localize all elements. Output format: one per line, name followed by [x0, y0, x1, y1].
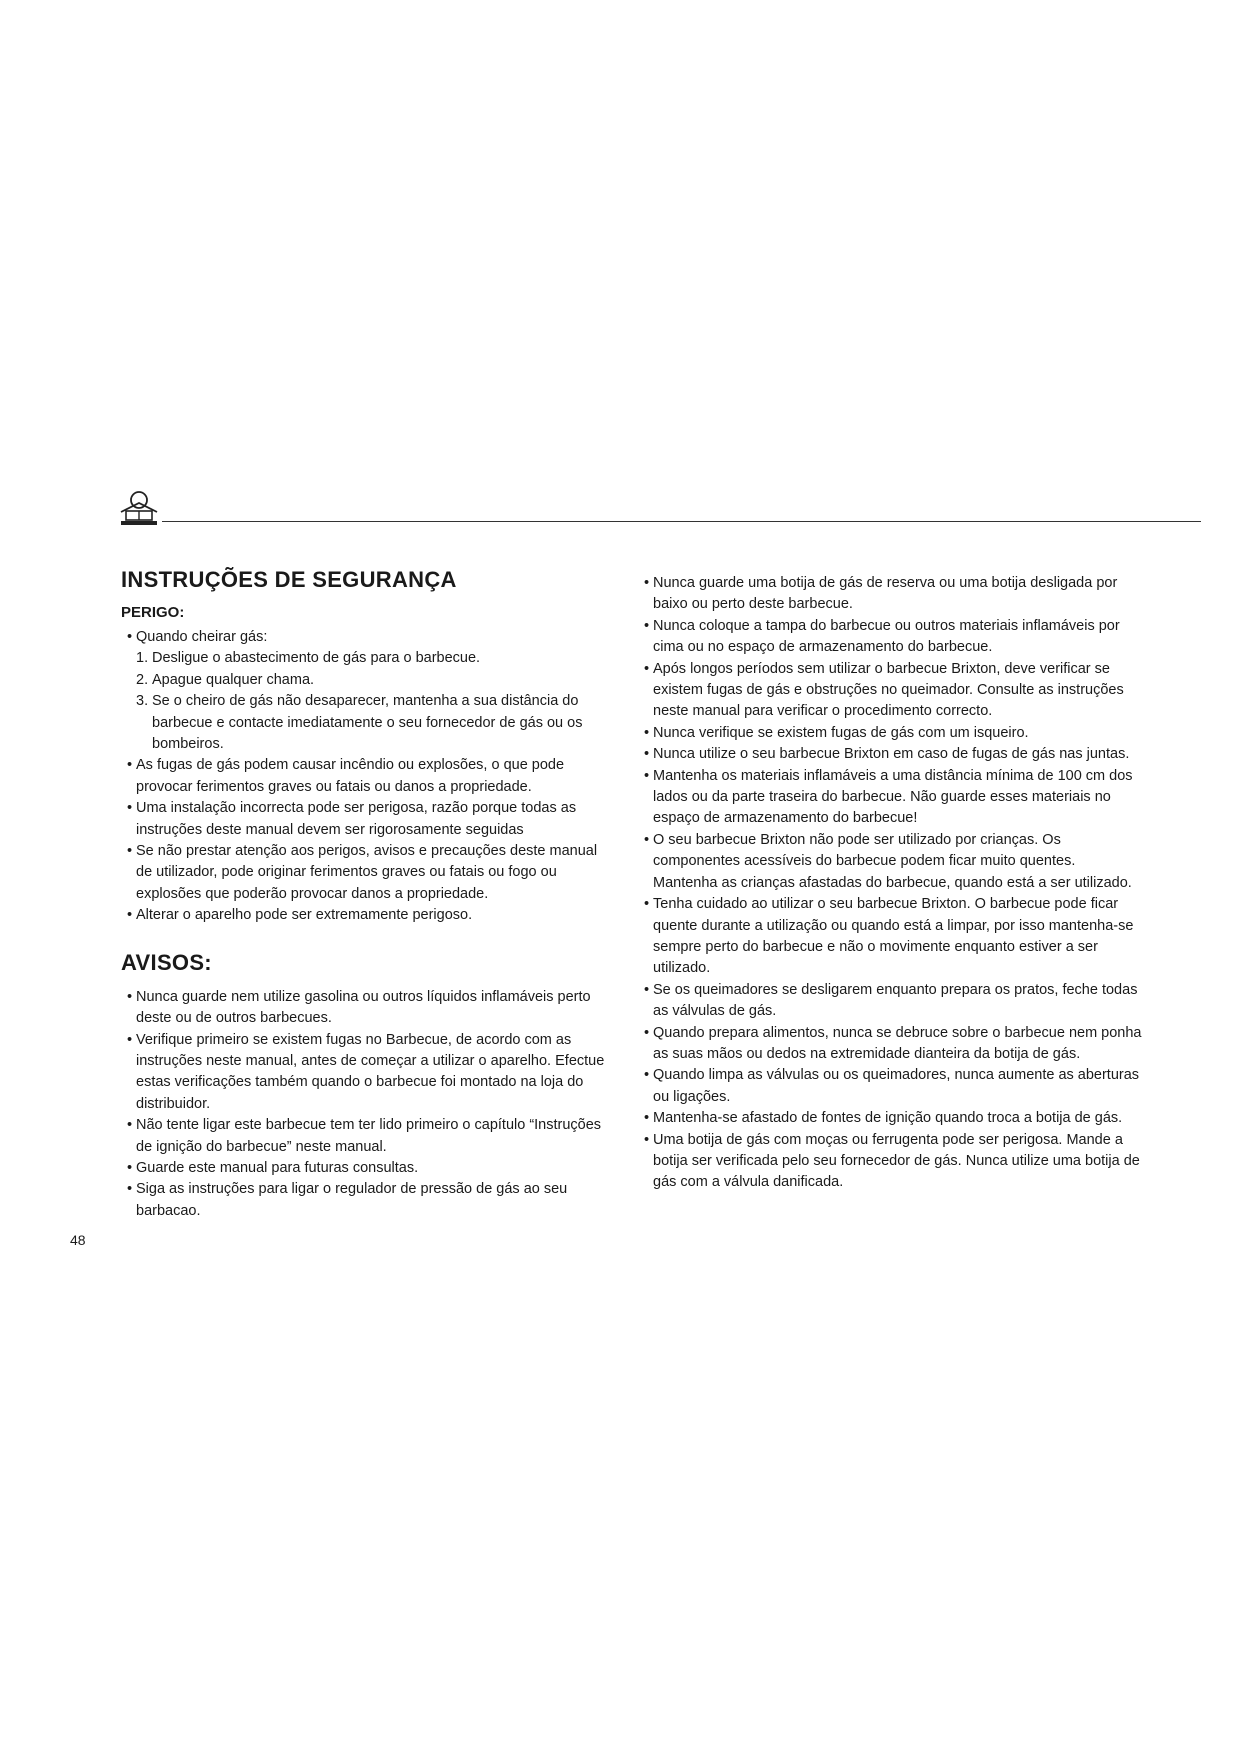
- list-item: • Nunca verifique se existem fugas de gás com um isqueiro.: [638, 723, 1143, 744]
- list-item: 2. Apague qualquer chama.: [136, 670, 616, 691]
- avisos-list: [121, 987, 616, 1222]
- list-item: • Se não prestar atenção aos perigos, avisos e precauções deste manual de utilizador, pode originar ferimentos graves ou fatais ou fogo ou explosões que poderão provocar danos a propriedade.: [121, 841, 616, 905]
- page-title: INSTRUÇÕES DE SEGURANÇA: [121, 567, 457, 592]
- header-rule: [162, 521, 1201, 522]
- list-item: • Uma botija de gás com moças ou ferrugenta pode ser perigosa. Mande a botija ser verificada pelo seu fornecedor de gás. Nunca utilize uma botija de gás com a válvula danificada.: [638, 1130, 1143, 1194]
- list-item: • Após longos períodos sem utilizar o barbecue Brixton, deve verificar se existem fugas de gás e obstruções no queimador. Consulte as instruções neste manual para verificar o procedimento correcto.: [638, 659, 1143, 723]
- list-item: • Quando prepara alimentos, nunca se debruce sobre o barbecue nem ponha as suas mãos ou dedos na extremidade dianteira da botija de gás.: [638, 1023, 1143, 1066]
- steps-list: [121, 648, 616, 755]
- list-item: • Alterar o aparelho pode ser extremamente perigoso.: [121, 905, 616, 926]
- list-item: • Verifique primeiro se existem fugas no Barbecue, de acordo com as instruções neste manual, antes de começar a utilizar o aparelho. Efectue estas verificações também quando o barbecue foi montado na loja do distribuidor.: [121, 1030, 616, 1116]
- list-item: • Tenha cuidado ao utilizar o seu barbecue Brixton. O barbecue pode ficar quente durante a utilização ou quando está a limpar, por isso mantenha-se sempre perto do barbecue e não o movimente enquanto estiver a ser utilizado.: [638, 894, 1143, 980]
- perigo-heading: PERIGO:: [121, 604, 185, 621]
- list-item: • Guarde este manual para futuras consultas.: [121, 1158, 616, 1179]
- perigo-list-more: [121, 755, 616, 926]
- list-item: • Quando cheirar gás:: [121, 627, 616, 648]
- list-item: • Mantenha-se afastado de fontes de ignição quando troca a botija de gás.: [638, 1108, 1143, 1129]
- list-item: • Mantenha os materiais inflamáveis a uma distância mínima de 100 cm dos lados ou da parte traseira do barbecue. Não guarde esses materiais no espaço de armazenamento do barbecue!: [638, 766, 1143, 830]
- list-item: 1. Desligue o abastecimento de gás para o barbecue.: [136, 648, 616, 669]
- list-item: • Nunca guarde uma botija de gás de reserva ou uma botija desligada por baixo ou perto deste barbecue.: [638, 573, 1143, 616]
- perigo-list: [121, 627, 616, 648]
- list-item: • Nunca coloque a tampa do barbecue ou outros materiais inflamáveis por cima ou no espaço de armazenamento do barbecue.: [638, 616, 1143, 659]
- list-item: 3. Se o cheiro de gás não desaparecer, mantenha a sua distância do barbecue e contacte imediatamente o seu fornecedor de gás ou os bombeiros.: [136, 691, 616, 755]
- list-item: • Nunca guarde nem utilize gasolina ou outros líquidos inflamáveis perto deste ou de outros barbecues.: [121, 987, 616, 1030]
- list-item: • As fugas de gás podem causar incêndio ou explosões, o que pode provocar ferimentos graves ou fatais ou danos a propriedade.: [121, 755, 616, 798]
- page-number: 48: [70, 1232, 86, 1248]
- left-column: [121, 566, 616, 1222]
- right-list: [638, 573, 1143, 1194]
- list-item: • Se os queimadores se desligarem enquanto prepara os pratos, feche todas as válvulas de gás.: [638, 980, 1143, 1023]
- brixton-logo-icon: [118, 490, 160, 526]
- list-item: • Quando limpa as válvulas ou os queimadores, nunca aumente as aberturas ou ligações.: [638, 1065, 1143, 1108]
- list-item: • Não tente ligar este barbecue tem ter lido primeiro o capítulo “Instruções de ignição do barbecue” neste manual.: [121, 1115, 616, 1158]
- avisos-heading: AVISOS:: [121, 949, 212, 975]
- list-item: • O seu barbecue Brixton não pode ser utilizado por crianças. Os componentes acessíveis do barbecue podem ficar muito quentes. Mantenha as crianças afastadas do barbecue, quando está a ser utilizado.: [638, 830, 1143, 894]
- list-item: • Nunca utilize o seu barbecue Brixton em caso de fugas de gás nas juntas.: [638, 744, 1143, 765]
- right-column: [638, 573, 1143, 1194]
- list-item: • Siga as instruções para ligar o regulador de pressão de gás ao seu barbacao.: [121, 1179, 616, 1222]
- list-item: • Uma instalação incorrecta pode ser perigosa, razão porque todas as instruções deste manual devem ser rigorosamente seguidas: [121, 798, 616, 841]
